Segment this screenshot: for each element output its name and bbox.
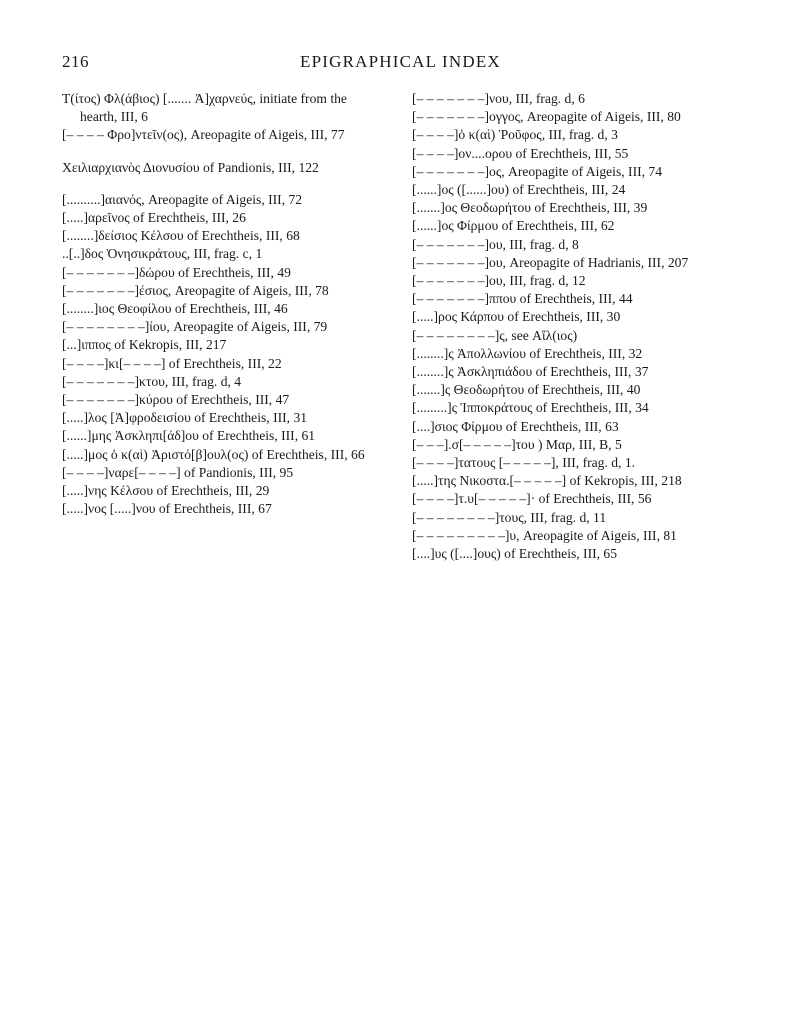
index-entry: [....]σιος Φίρμου of Erechtheis, III, 63	[412, 418, 619, 434]
index-entry: Τ(ίτος) Φλ(άβιος) [....... Ἀ]χαρνεύς, initiate from the hearth, III, 6	[62, 91, 347, 125]
index-entry: [– – – – – – –]ογγος, Areopagite of Aigeis, III, 80	[412, 109, 681, 125]
index-entry: [– – – – – – –]νου, III, frag. d, 6	[412, 91, 585, 106]
index-entry: [– – – –]κι[– – – –] of Erechtheis, III, 22	[62, 355, 282, 371]
index-entry: [....]υς ([....]ους) of Erechtheis, III, 65	[412, 546, 618, 562]
index-entry: [– – – – – – – –]τους, III, frag. d, 11	[412, 509, 607, 525]
index-entry: [– – – – – – – –]ίου, Areopagite of Aigeis, III, 79	[62, 319, 328, 335]
index-entry: [– – –].σ[– – – – –]του ) Μαρ, III, B, 5	[412, 436, 622, 452]
index-entry: [.....]λος [Ἀ]φροδεισίου of Erechtheis, III, 31	[62, 410, 308, 426]
index-entry: [– – – –]ὁ κ(αὶ) Ῥοῦφος, III, frag. d, 3	[412, 127, 618, 143]
index-entry: [.....]νος [.....]νου of Erechtheis, III, 67	[62, 501, 272, 517]
left-column	[62, 90, 380, 518]
index-entry: [– – – – – – –]ου, III, frag. d, 8	[412, 236, 579, 252]
index-entry: [– – – – – – –]ππου of Erechtheis, III, 44	[412, 291, 633, 307]
index-entry: [– – – – – – –]ου, Areopagite of Hadrianis, III, 207	[412, 254, 689, 270]
index-entry: [.......]ς Θεοδωρήτου of Erechtheis, III, 40	[412, 382, 641, 398]
index-entry: [..........]αιανός, Areopagite of Aigeis, III, 72	[62, 191, 303, 207]
index-entry: [– – – – – – –]ος, Areopagite of Aigeis, III, 74	[412, 163, 663, 179]
index-entry: [......]ος Φίρμου of Erechtheis, III, 62	[412, 218, 615, 234]
index-entry: [........]ς Ἀπολλωνίου of Erechtheis, III, 32	[412, 345, 643, 361]
index-entry: [........]δείσιος Κέλσου of Erechtheis, III, 68	[62, 228, 300, 244]
index-entry: [– – – – – – –]κύρου of Erechtheis, III, 47	[62, 392, 290, 408]
index-entry: [– – – –]τ.υ[– – – – –]· of Erechtheis, III, 56	[412, 491, 652, 507]
index-entry: [...]ιππος of Kekropis, III, 217	[62, 337, 227, 353]
index-entry: [– – – – – – –]δώρου of Erechtheis, III, 49	[62, 264, 291, 280]
index-entry: [– – – –]τατους [– – – – –], III, frag. d, 1.	[412, 455, 636, 471]
page-number: 216	[62, 52, 89, 71]
right-column	[412, 90, 730, 563]
index-entry: ..[..]δος Ὀνησικράτους, III, frag. c, 1	[62, 246, 263, 262]
index-entry: [.......]ος Θεοδωρήτου of Erechtheis, III, 39	[412, 200, 648, 216]
index-entry: [– – – – – – – – –]υ, Areopagite of Aigeis, III, 81	[412, 527, 677, 543]
index-entry: [.....]μος ὁ κ(αὶ) Ἀριστό[β]ουλ(ος) of Erechtheis, III, 66	[62, 446, 365, 462]
index-entry: [.....]νης Κέλσου of Erechtheis, III, 29	[62, 483, 270, 499]
index-entry: [– – – –]ναρε[– – – –] of Pandionis, III, 95	[62, 464, 294, 480]
index-entry: Χειλιαρχιανὸς Διονυσίου of Pandionis, III, 122	[62, 159, 319, 175]
index-entry: [– – – –]ον....ορου of Erechtheis, III, 55	[412, 145, 629, 161]
index-entry: [– – – – – – – –]ς, see Αἴλ(ιος)	[412, 327, 578, 343]
index-entry: [........]ς Ἀσκληπιάδου of Erechtheis, III, 37	[412, 364, 649, 380]
index-entry: [........]ιος Θεοφίλου of Erechtheis, III, 46	[62, 301, 288, 317]
index-entry: [.....]της Νικοστα.[– – – – –] of Kekropis, III, 218	[412, 473, 682, 489]
index-entry: [– – – – – – –]ου, III, frag. d, 12	[412, 273, 586, 289]
index-entry: [– – – – – – –]έσιος, Areopagite of Aigeis, III, 78	[62, 282, 329, 298]
running-head-title: EPIGRAPHICAL INDEX	[300, 52, 501, 71]
index-entry: [.........]ς Ἱπποκράτους of Erechtheis, III, 34	[412, 400, 649, 416]
index-entry: [– – – – – – –]κτου, III, frag. d, 4	[62, 373, 242, 389]
index-entry: [.....]ρος Κάρπου of Erechtheis, III, 30	[412, 309, 621, 325]
index-entry: [.....]αρεῖνος of Erechtheis, III, 26	[62, 210, 246, 226]
index-entry: [– – – – Φρο]ντεῖν(ος), Areopagite of Aigeis, III, 77	[62, 127, 345, 143]
index-entry: [......]ος ([......]ου) of Erechtheis, III, 24	[412, 182, 626, 198]
index-entry: [......]μης Ἀσκληπι[άδ]ου of Erechtheis, III, 61	[62, 428, 316, 444]
